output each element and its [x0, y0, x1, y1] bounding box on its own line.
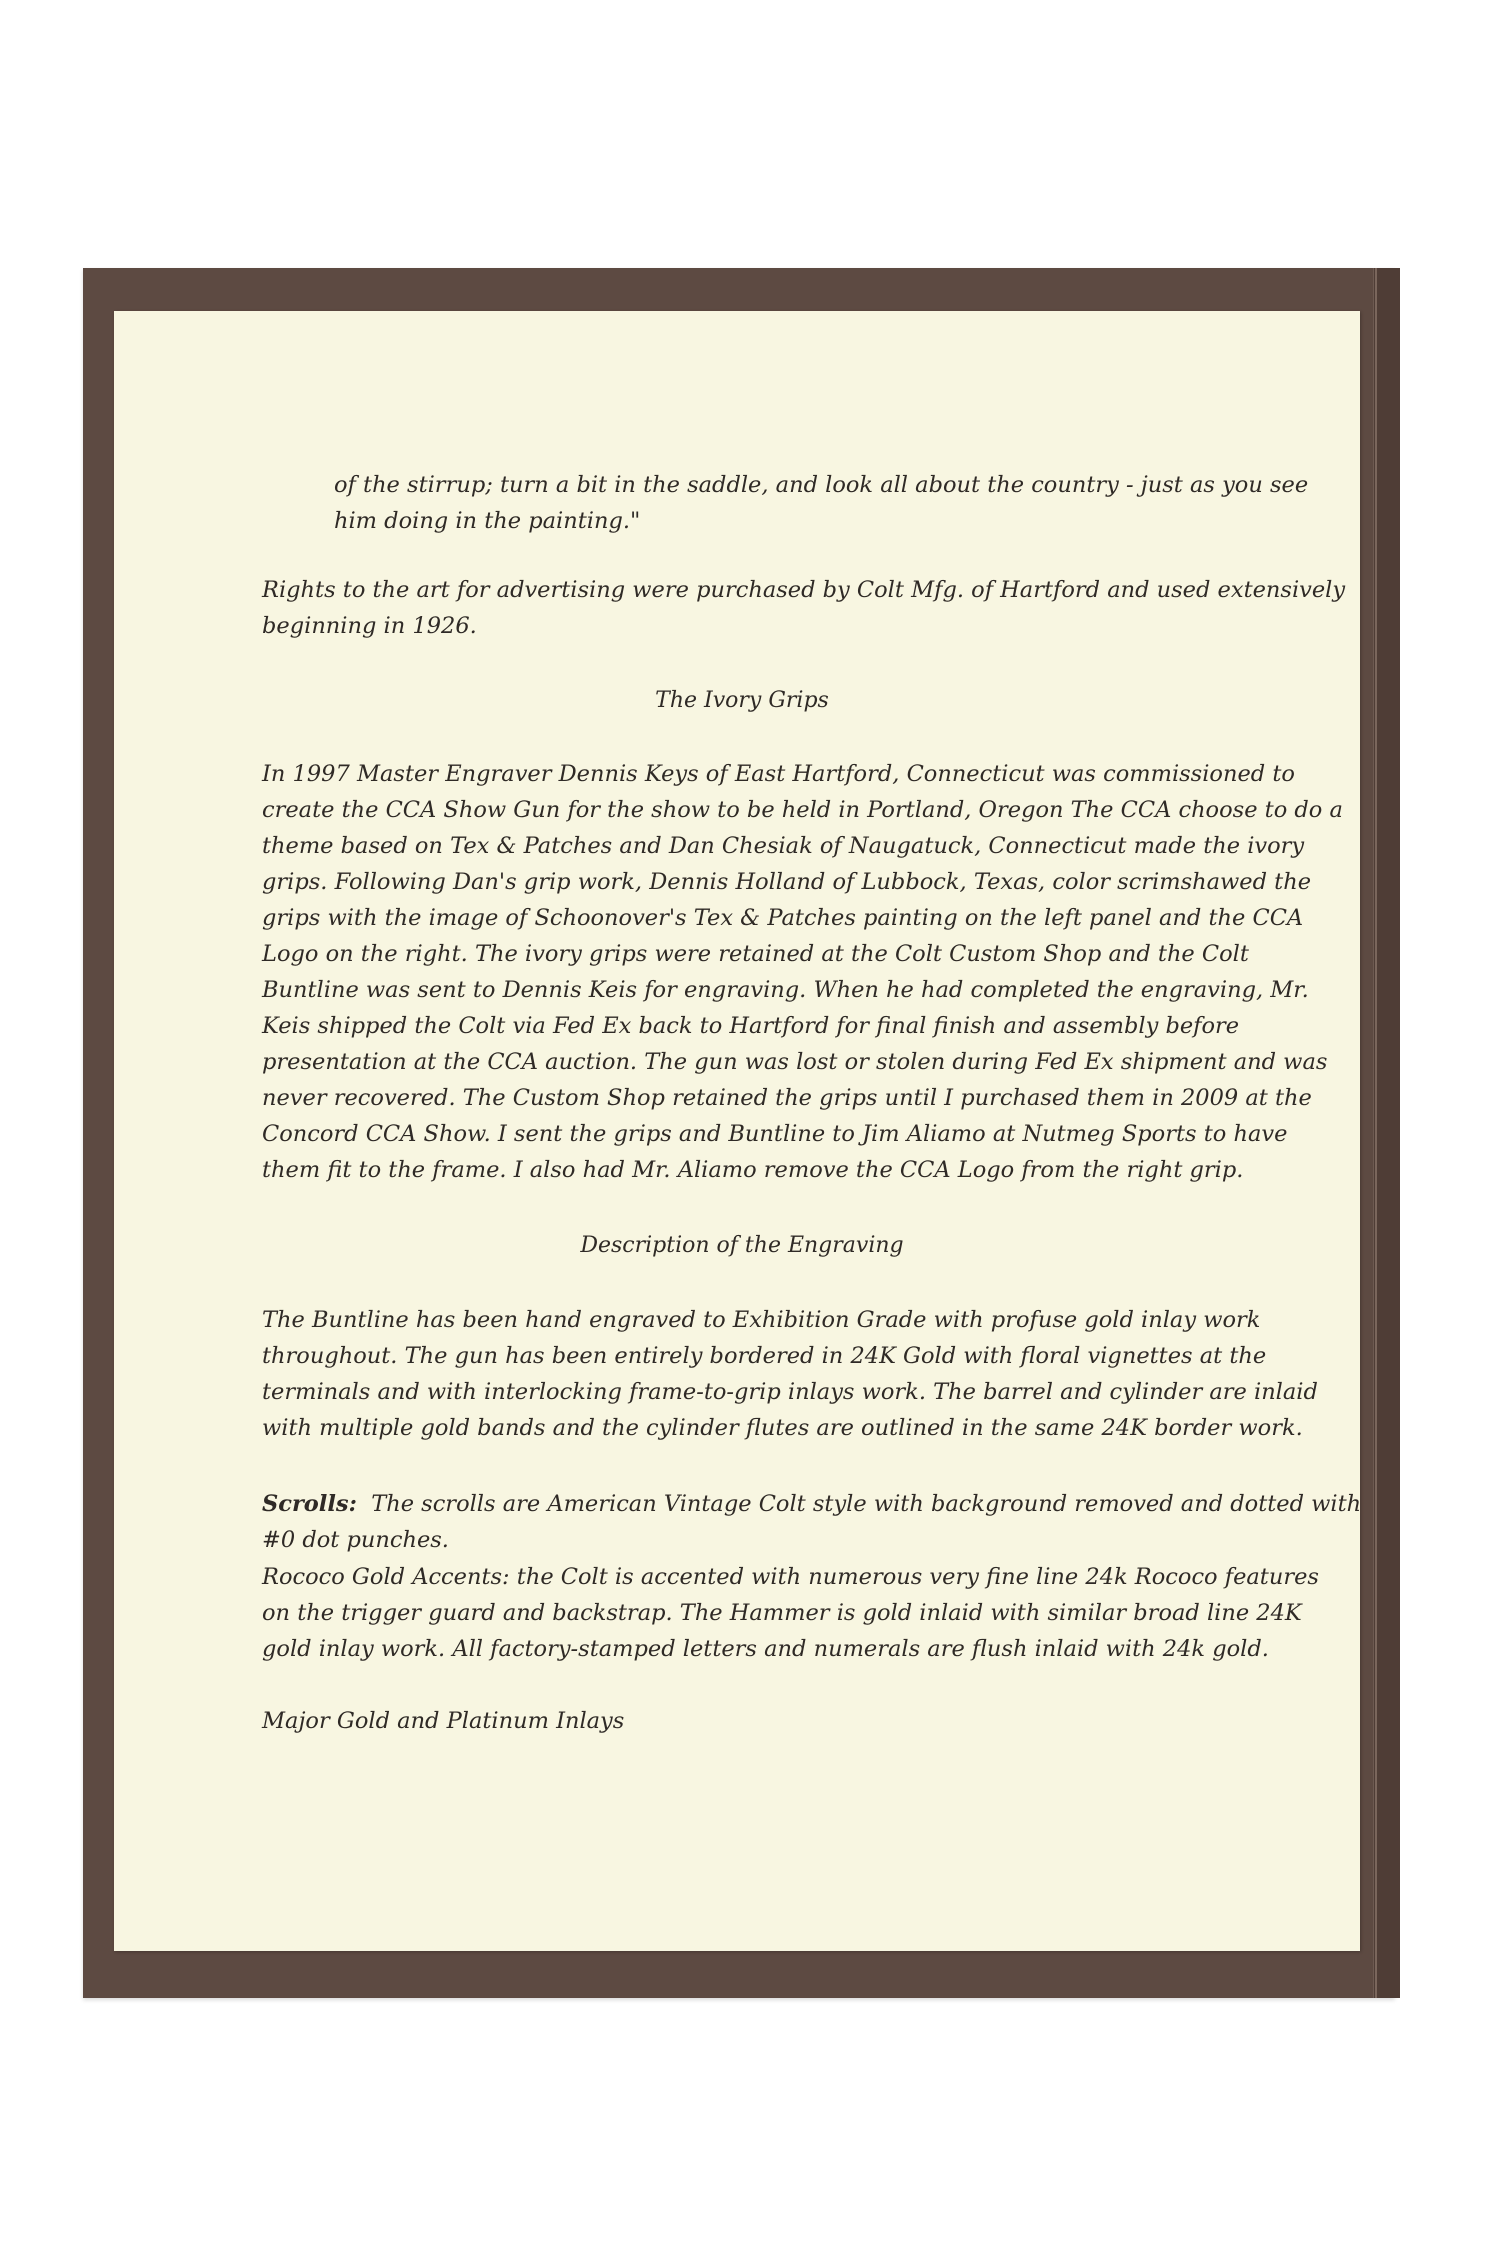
ivory-grips-paragraph [262, 756, 1343, 1188]
buntline-line: terminals and with interlocking frame-to-grip inlays work. The barrel and cylinder are inlaid [262, 1379, 1318, 1405]
rights-line: Rights to the art for advertising were purchased by Colt Mfg. of Hartford and used extensively [262, 577, 1346, 603]
ivory-line: Concord CCA Show. I sent the grips and Buntline to Jim Aliamo at Nutmeg Sports to have [262, 1121, 1288, 1147]
buntline-line: with multiple gold bands and the cylinder flutes are outlined in the same 24K border work. [262, 1415, 1303, 1441]
folder-flap-edge [1375, 268, 1377, 1998]
ivory-line: Logo on the right. The ivory grips were retained at the Colt Custom Shop and the Colt [262, 941, 1249, 967]
quote-line: of the stirrup; turn a bit in the saddle, and look all about the country - just as you see [334, 472, 1309, 498]
buntline-paragraph [262, 1302, 1318, 1446]
engraving-heading: Description of the Engraving [580, 1233, 904, 1258]
ivory-line: Buntline was sent to Dennis Keis for engraving. When he had completed the engraving, Mr. [262, 977, 1309, 1003]
ivory-line: Keis shipped the Colt via Fed Ex back to Hartford for final finish and assembly before [262, 1013, 1240, 1039]
rococo-paragraph [262, 1559, 1319, 1667]
rococo-line: Rococo Gold Accents: the Colt is accented with numerous very fine line 24k Rococo features [262, 1564, 1319, 1590]
scrolls-line [262, 1486, 1362, 1522]
rococo-line: on the trigger guard and backstrap. The Hammer is gold inlaid with similar broad line 24K [262, 1600, 1302, 1626]
scrolls-text: The scrolls are American Vintage Colt style with background removed and dotted with [356, 1491, 1362, 1517]
rococo-line: gold inlay work. All factory-stamped letters and numerals are flush inlaid with 24k gold. [262, 1636, 1269, 1662]
ivory-line: grips. Following Dan's grip work, Dennis Holland of Lubbock, Texas, color scrimshawed the [262, 869, 1312, 895]
ivory-line: never recovered. The Custom Shop retained the grips until I purchased them in 2009 at the [262, 1085, 1312, 1111]
rights-line: beginning in 1926. [262, 613, 477, 639]
rights-paragraph [262, 572, 1346, 644]
scrolls-label: Scrolls: [262, 1491, 357, 1517]
scrolls-paragraph [262, 1486, 1362, 1558]
ivory-line: create the CCA Show Gun for the show to be held in Portland, Oregon The CCA choose to do a [262, 797, 1343, 823]
ivory-line: theme based on Tex & Patches and Dan Chesiak of Naugatuck, Connecticut made the ivory [262, 833, 1305, 859]
ivory-grips-heading: The Ivory Grips [655, 688, 829, 713]
buntline-line: The Buntline has been hand engraved to Exhibition Grade with profuse gold inlay work [262, 1307, 1261, 1333]
quote-line: him doing in the painting." [334, 508, 641, 534]
folder-pocket-flap [1373, 268, 1400, 1998]
scrolls-line: #0 dot punches. [262, 1527, 449, 1553]
major-inlays-line: Major Gold and Platinum Inlays [262, 1708, 625, 1734]
ivory-line: presentation at the CCA auction. The gun was lost or stolen during Fed Ex shipment and was [262, 1049, 1328, 1075]
quote-paragraph [334, 467, 1309, 539]
ivory-line: grips with the image of Schoonover's Tex & Patches painting on the left panel and the CCA [262, 905, 1304, 931]
ivory-line: In 1997 Master Engraver Dennis Keys of East Hartford, Connecticut was commissioned to [262, 761, 1295, 787]
ivory-line: them fit to the frame. I also had Mr. Aliamo remove the CCA Logo from the right grip. [262, 1157, 1244, 1183]
buntline-line: throughout. The gun has been entirely bordered in 24K Gold with floral vignettes at the [262, 1343, 1267, 1369]
